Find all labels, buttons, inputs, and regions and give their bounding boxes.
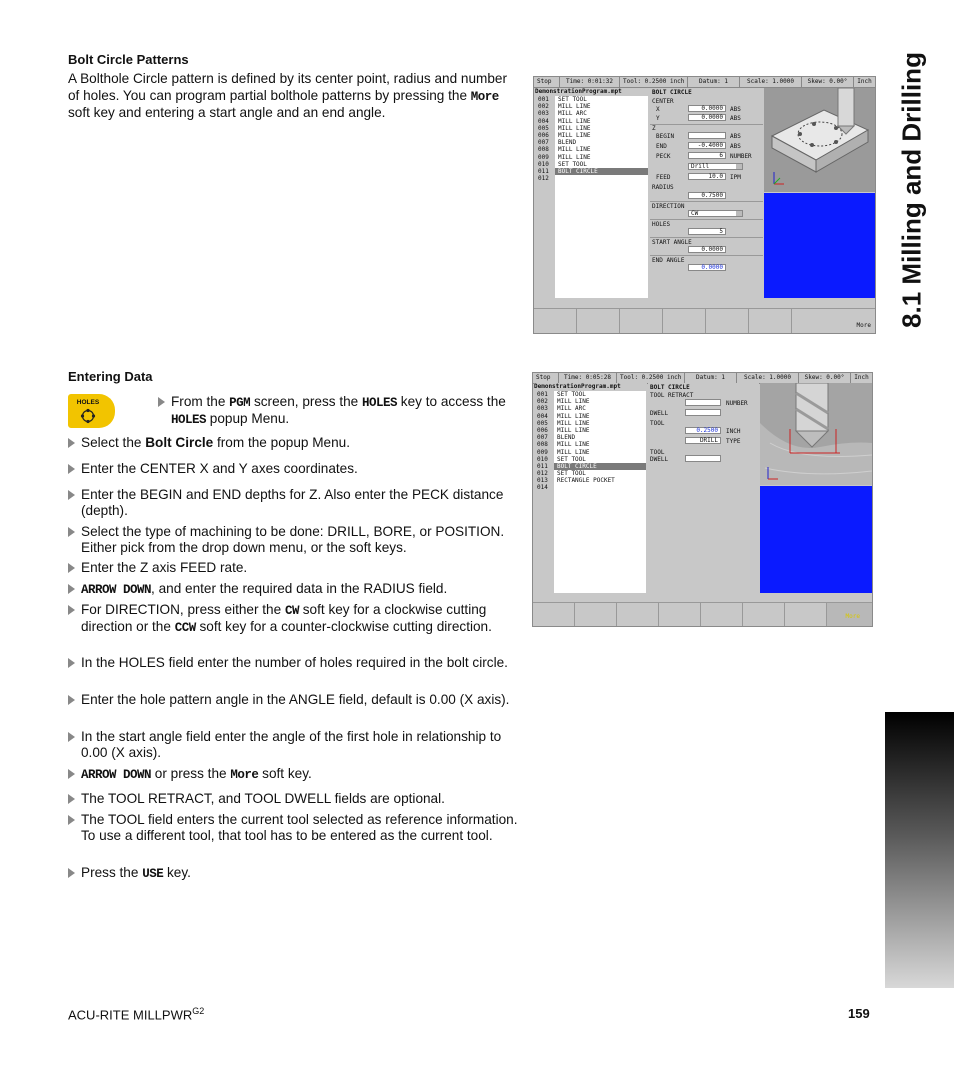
form-title: BOLT CIRCLE <box>650 384 690 391</box>
step-text: popup Menu. <box>206 411 290 426</box>
page-number: 159 <box>848 1006 870 1021</box>
program-name: DemonstrationProgram.mpt <box>534 383 621 390</box>
step-6 <box>68 560 526 576</box>
divider <box>650 237 763 238</box>
begin-unit: ABS <box>730 133 741 140</box>
program-line[interactable]: SET TOOL <box>557 391 586 398</box>
softkey-6[interactable] <box>743 603 785 627</box>
status-bar <box>534 77 875 88</box>
chapter-tab-bar <box>885 712 954 988</box>
program-line[interactable]: MILL ARC <box>557 405 586 413</box>
line-number: 004 <box>537 412 548 420</box>
step-text: Enter the CENTER X and Y axes coordinates. <box>81 461 358 476</box>
step-2 <box>68 435 526 451</box>
program-line[interactable]: BLEND <box>558 139 577 147</box>
dwell-label: DWELL <box>650 410 669 417</box>
tool-label: TOOL <box>650 420 665 427</box>
step-text: Select the type of machining to be done: DRILL, BORE, or POSITION. Either pick from the drop down menu, or the soft keys. <box>81 524 505 555</box>
end-angle-label: END ANGLE <box>652 257 685 264</box>
more-key-ref: More <box>470 89 499 104</box>
footer-product-superscript: G2 <box>192 1006 205 1016</box>
program-lines[interactable] <box>554 391 646 593</box>
program-line[interactable]: MILL ARC <box>558 110 587 118</box>
section-heading-entering-data: Entering Data <box>68 369 153 384</box>
program-line[interactable]: MILL LINE <box>558 117 591 125</box>
program-line[interactable]: BLEND <box>557 434 576 442</box>
program-line[interactable] <box>555 175 648 182</box>
line-number: 012 <box>537 470 548 478</box>
line-number: 014 <box>537 484 548 492</box>
end-field[interactable]: -0.4000 <box>688 142 726 149</box>
ccw-key-ref: CCW <box>174 621 196 635</box>
status-stop: Stop <box>533 373 559 383</box>
tool-dwell-label-1: TOOL <box>650 449 665 456</box>
line-number: 013 <box>537 477 548 485</box>
tool-dwell-label-2: DWELL <box>650 456 669 463</box>
center-x-label: X <box>656 106 660 113</box>
footer-product-name: ACU-RITE MILLPWR <box>68 1007 193 1023</box>
line-number: 003 <box>537 405 548 413</box>
program-lines[interactable] <box>555 96 648 298</box>
holes-field[interactable]: 5 <box>688 228 726 235</box>
line-number: 009 <box>537 448 548 456</box>
line-number: 012 <box>538 175 549 183</box>
status-scale: Scale: 1.0000 <box>740 77 802 87</box>
program-line[interactable]: MILL LINE <box>558 131 591 139</box>
more-key-ref: More <box>230 768 259 782</box>
program-panel <box>535 88 649 298</box>
program-line[interactable]: MILL LINE <box>557 448 590 456</box>
arrow-down-key-ref: ARROW DOWN <box>81 768 152 782</box>
softkey-more-label: More <box>856 322 871 329</box>
blue-display-area <box>764 193 875 298</box>
status-stop: Stop <box>534 77 560 87</box>
program-line[interactable]: MILL LINE <box>557 398 590 406</box>
tool-type-unit: TYPE <box>726 438 741 445</box>
softkey-1[interactable] <box>534 309 577 334</box>
step-text: In the start angle field enter the angle of the first hole in relationship to 0.00 (X axis). <box>81 729 502 760</box>
step-text: Enter the Z axis FEED rate. <box>81 560 248 575</box>
line-number: 008 <box>537 441 548 449</box>
step-text: soft key for a counter-clockwise cutting direction. <box>195 619 492 634</box>
program-line-selected[interactable]: BOLT CIRCLE <box>555 168 648 175</box>
section-heading-bolt-circle: Bolt Circle Patterns <box>68 52 189 67</box>
tool-dwell-field[interactable] <box>685 455 721 462</box>
line-number: 007 <box>537 434 548 442</box>
line-number: 010 <box>538 160 549 168</box>
step-text: screen, press the <box>250 394 363 409</box>
end-label: END <box>656 143 667 150</box>
line-number: 011 <box>538 167 549 175</box>
center-y-unit: ABS <box>730 115 741 122</box>
step-text: key. <box>163 865 191 880</box>
z-label: Z <box>652 125 656 132</box>
softkey-more[interactable] <box>827 603 872 627</box>
start-angle-field[interactable]: 0.0000 <box>688 246 726 253</box>
step-text: From the <box>171 394 230 409</box>
program-line[interactable]: SET TOOL <box>557 455 586 463</box>
softkey-2[interactable] <box>577 309 620 334</box>
holes-key-ref: HOLES <box>171 413 207 427</box>
feed-unit: IPM <box>730 174 741 181</box>
intro-text-1: A Bolthole Circle pattern is defined by its center point, radius and number of holes. You can program partial bolthole patterns by pressing the <box>68 71 508 103</box>
intro-paragraph <box>68 71 518 122</box>
holes-key-ref: HOLES <box>362 396 398 410</box>
step-text: Select the <box>81 435 146 450</box>
status-time: Time: 0:05:28 <box>559 373 617 383</box>
step-5 <box>68 524 526 556</box>
bolt-circle-ref: Bolt Circle <box>145 435 214 450</box>
status-scale: Scale: 1.0000 <box>737 373 799 383</box>
softkey-7[interactable] <box>785 603 827 627</box>
chevron-down-icon <box>736 164 742 169</box>
program-line[interactable]: MILL LINE <box>557 412 590 420</box>
part-3d-view <box>764 88 875 192</box>
line-number: 001 <box>537 391 548 398</box>
program-line[interactable]: SET TOOL <box>558 160 587 168</box>
step-text: The TOOL RETRACT, and TOOL DWELL fields are optional. <box>81 791 445 806</box>
step-7 <box>68 581 526 598</box>
chevron-down-icon <box>736 211 742 216</box>
program-panel <box>534 383 647 593</box>
center-y-label: Y <box>656 115 660 122</box>
machining-type-dropdown[interactable] <box>688 163 743 170</box>
feed-field[interactable]: 10.0 <box>688 173 726 180</box>
intro-text-2: soft key and entering a start angle and an end angle. <box>68 105 386 120</box>
status-skew: Skew: 0.00° <box>799 373 851 383</box>
pgm-key-ref: PGM <box>229 396 251 410</box>
part-3d-render <box>764 88 875 192</box>
start-angle-label: START ANGLE <box>652 239 692 246</box>
step-text: or press the <box>151 766 231 781</box>
line-number: 011 <box>537 462 548 470</box>
peck-unit: NUMBER <box>730 153 752 160</box>
softkey-4[interactable] <box>659 603 701 627</box>
step-1 <box>158 394 523 428</box>
program-name: DemonstrationProgram.mpt <box>535 88 622 95</box>
tool-retract-label: TOOL RETRACT <box>650 392 694 399</box>
chapter-side-title-text: 8.1 Milling and Drilling <box>896 52 927 328</box>
status-units: Inch <box>854 374 869 381</box>
tool-type-field[interactable]: DRILL <box>685 437 721 444</box>
status-time: Time: 0:01:32 <box>560 77 620 87</box>
line-number: 002 <box>537 398 548 406</box>
begin-field[interactable] <box>688 132 726 139</box>
line-number: 003 <box>538 110 549 118</box>
divider <box>650 201 763 202</box>
end-unit: ABS <box>730 143 741 150</box>
center-label: CENTER <box>652 98 674 105</box>
line-numbers <box>534 391 554 492</box>
program-line[interactable]: SET TOOL <box>557 470 586 478</box>
softkey-4[interactable] <box>663 309 706 334</box>
step-4 <box>68 487 526 519</box>
status-datum: Datum: 1 <box>685 373 737 383</box>
divider <box>650 255 763 256</box>
program-line-selected[interactable]: BOLT CIRCLE <box>554 463 646 470</box>
step-11 <box>68 729 526 761</box>
line-number: 008 <box>538 146 549 154</box>
step-text: Enter the hole pattern angle in the ANGLE field, default is 0.00 (X axis). <box>81 692 510 707</box>
direction-dropdown[interactable] <box>688 210 743 217</box>
arrow-down-key-ref: ARROW DOWN <box>81 583 152 597</box>
program-line[interactable]: MILL LINE <box>557 426 590 434</box>
step-text: The TOOL field enters the current tool selected as reference information. To use a different tool, that tool has to be entered as the current tool. <box>81 812 518 843</box>
softkey-bar <box>534 308 875 334</box>
peck-field[interactable]: 6 <box>688 152 726 159</box>
step-9 <box>68 655 526 671</box>
tool-field[interactable]: 0.2500 <box>685 427 721 434</box>
step-text: For DIRECTION, press either the <box>81 602 285 617</box>
feed-label: FEED <box>656 174 671 181</box>
line-number: 005 <box>537 419 548 427</box>
machining-type-value: Drill <box>691 163 710 170</box>
program-line[interactable]: MILL LINE <box>557 441 590 449</box>
softkey-2[interactable] <box>575 603 617 627</box>
cw-key-ref: CW <box>284 604 299 618</box>
status-tool: Tool: 0.2500 inch <box>620 77 688 87</box>
program-line[interactable]: SET TOOL <box>558 96 587 103</box>
program-line[interactable]: RECTANGLE POCKET <box>557 477 615 485</box>
line-number: 010 <box>537 455 548 463</box>
bolt-circle-form <box>650 88 763 298</box>
tool-unit: INCH <box>726 428 741 435</box>
step-3 <box>68 461 526 477</box>
program-line[interactable]: MILL LINE <box>558 103 591 111</box>
blue-display-area <box>760 486 872 593</box>
program-line[interactable]: MILL LINE <box>558 153 591 161</box>
divider <box>650 124 763 125</box>
program-line[interactable] <box>554 484 646 491</box>
step-15 <box>68 865 526 882</box>
status-datum: Datum: 1 <box>688 77 740 87</box>
holes-key-icon <box>68 394 115 428</box>
step-text: In the HOLES field enter the number of holes required in the bolt circle. <box>81 655 508 670</box>
program-line[interactable]: MILL LINE <box>558 146 591 154</box>
step-text: from the popup Menu. <box>213 435 350 450</box>
begin-label: BEGIN <box>656 133 675 140</box>
tool-3d-view <box>760 383 872 485</box>
softkey-more[interactable] <box>792 309 875 334</box>
step-text: Enter the BEGIN and END depths for Z. Also enter the PECK distance (depth). <box>81 487 504 518</box>
bolt-circle-icon <box>80 408 96 424</box>
softkey-5[interactable] <box>701 603 743 627</box>
line-number: 001 <box>538 96 549 103</box>
status-units: Inch <box>857 78 872 85</box>
radius-field[interactable]: 0.7500 <box>688 192 726 199</box>
line-number: 002 <box>538 103 549 111</box>
end-angle-field[interactable]: 0.0000 <box>688 264 726 271</box>
center-y-field[interactable]: 0.0000 <box>688 114 726 121</box>
direction-label: DIRECTION <box>652 203 685 210</box>
peck-label: PECK <box>656 153 671 160</box>
step-text: soft key for a clockwise cutting direction or the <box>81 602 487 634</box>
step-text: soft key. <box>258 766 312 781</box>
center-x-field[interactable]: 0.0000 <box>688 105 726 112</box>
footer-product <box>68 1006 204 1022</box>
softkey-1[interactable] <box>533 603 575 627</box>
bolt-circle-screen-2 <box>532 372 873 627</box>
form-title: BOLT CIRCLE <box>652 89 692 96</box>
dwell-field[interactable] <box>685 409 721 416</box>
center-x-unit: ABS <box>730 106 741 113</box>
program-line[interactable]: MILL LINE <box>558 124 591 132</box>
use-key-ref: USE <box>142 867 164 881</box>
softkey-5[interactable] <box>706 309 749 334</box>
direction-value: CW <box>691 210 699 217</box>
softkey-more-label: More <box>845 613 860 620</box>
softkey-bar <box>533 602 872 627</box>
line-number: 009 <box>538 153 549 161</box>
tool-retract-field[interactable] <box>685 399 721 406</box>
step-14 <box>68 812 526 844</box>
status-skew: Skew: 0.00° <box>802 77 854 87</box>
line-number: 006 <box>538 131 549 139</box>
line-number: 007 <box>538 139 549 147</box>
line-number: 004 <box>538 117 549 125</box>
holes-key-icon-label: HOLES <box>76 399 100 406</box>
holes-label: HOLES <box>652 221 671 228</box>
softkey-6[interactable] <box>749 309 792 334</box>
step-12 <box>68 766 526 783</box>
bolt-circle-screen-1 <box>533 76 876 334</box>
step-8 <box>68 602 526 636</box>
bolt-circle-form-page-2 <box>648 383 759 593</box>
line-number: 005 <box>538 124 549 132</box>
status-tool: Tool: 0.2500 inch <box>617 373 685 383</box>
drill-3d-render <box>760 383 872 485</box>
softkey-3[interactable] <box>617 603 659 627</box>
step-text: Press the <box>81 865 143 880</box>
step-10 <box>68 692 526 708</box>
line-number: 006 <box>537 426 548 434</box>
program-line[interactable]: MILL LINE <box>557 419 590 427</box>
line-numbers <box>535 96 555 182</box>
tool-retract-unit: NUMBER <box>726 400 748 407</box>
step-text: key to access the <box>397 394 506 409</box>
softkey-3[interactable] <box>620 309 663 334</box>
radius-label: RADIUS <box>652 184 674 191</box>
divider <box>650 219 763 220</box>
step-13 <box>68 791 526 807</box>
step-text: , and enter the required data in the RADIUS field. <box>151 581 448 596</box>
